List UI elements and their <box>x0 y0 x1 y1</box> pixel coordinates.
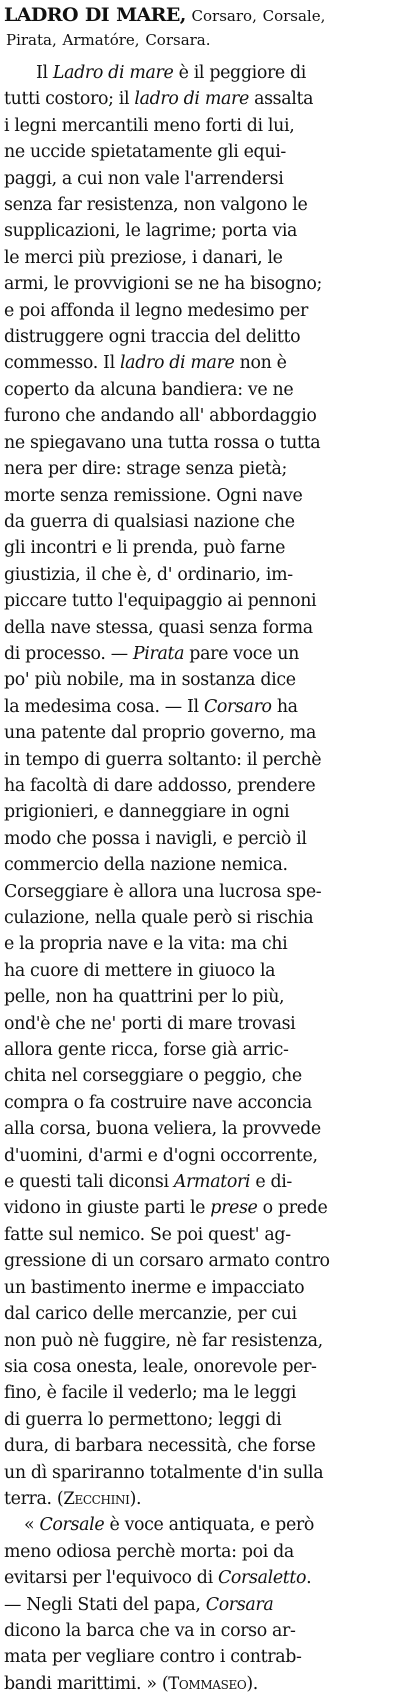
text-line: tutti costoro; il ladro di mare assalta <box>4 89 314 110</box>
text-line: sia cosa onesta, leale, onorevole per- <box>4 1356 317 1377</box>
text-line: pelle, non ha quattrini per lo più, <box>4 987 285 1008</box>
dictionary-page <box>4 3 406 1697</box>
entry-heading <box>4 3 406 52</box>
text-line: morte senza remissione. Ogni nave <box>4 485 303 506</box>
text-line: fino, è facile il vederlo; ma le leggi <box>4 1383 297 1404</box>
text-line: ha cuore di mettere in giuoco la <box>4 960 276 981</box>
text-line: una patente dal proprio governo, ma <box>4 723 316 744</box>
text-line: chita nel corseggiare o peggio, che <box>4 1066 302 1087</box>
text-line: piccare tutto l'equipaggio ai pennoni <box>4 591 317 612</box>
text-line: bandi marittimi. » (Tommaseo). <box>4 1673 258 1694</box>
text-line: modo che possa i navigli, e perciò il <box>4 828 307 849</box>
text-line: commesso. Il ladro di mare non è <box>4 353 287 374</box>
text-line: senza far resistenza, non valgono le <box>4 195 308 216</box>
text-line: ha facoltà di dare addosso, prendere <box>4 775 316 796</box>
entry-paragraph-quote <box>4 1512 406 1697</box>
text-line: da guerra di qualsiasi nazione che <box>4 511 295 532</box>
text-line: mata per vegliare contro i contrab- <box>4 1647 302 1668</box>
text-line: e questi tali diconsi Armatori e di- <box>4 1172 292 1193</box>
text-line: po' più nobile, ma in sostanza dice <box>4 670 296 691</box>
text-line: un dì spariranno totalmente d'in sulla <box>4 1462 324 1483</box>
heading-synonyms-1: Corsaro, Corsale, <box>185 7 326 25</box>
text-line: coperto da alcuna bandiera: ve ne <box>4 379 294 400</box>
text-line: supplicazioni, le lagrime; porta via <box>4 221 298 242</box>
text-line: ne uccide spietatamente gli equi- <box>4 142 286 163</box>
text-line: ond'è che ne' porti di mare trovasi <box>4 1013 296 1034</box>
text-line: evitarsi per l'equivoco di Corsaletto. <box>4 1568 312 1589</box>
text-line: in tempo di guerra soltanto: il perchè <box>4 749 322 770</box>
text-line: compra o fa costruire nave acconcia <box>4 1092 312 1113</box>
text-line: e poi affonda il legno medesimo per <box>4 300 308 321</box>
text-line: « Corsale è voce antiquata, e però <box>24 1515 314 1536</box>
text-line: d'uomini, d'armi e d'ogni occorrente, <box>4 1145 318 1166</box>
text-line: alla corsa, buona veliera, la provvede <box>4 1119 321 1140</box>
heading-synonyms-2: Pirata, Armatóre, Corsara. <box>6 31 211 49</box>
text-line: dura, di barbara necessità, che forse <box>4 1436 316 1457</box>
text-line: meno odiosa perchè morta: poi da <box>4 1541 294 1562</box>
text-line: distruggere ogni traccia del delitto <box>4 327 301 348</box>
text-line: Il Ladro di mare è il peggiore di <box>36 63 307 83</box>
text-line: culazione, nella quale però si rischia <box>4 908 314 928</box>
heading-line-1 <box>4 4 325 26</box>
text-line: dal carico delle mercanzie, per cui <box>4 1304 297 1325</box>
text-line: fatte sul nemico. Se poi quest' ag- <box>4 1224 291 1245</box>
text-line: dicono la barca che va in corso ar- <box>4 1620 296 1641</box>
text-line: ne spiegavano una tutta rossa o tutta <box>4 432 321 453</box>
text-line: i legni mercantili meno forti di lui, <box>4 115 295 136</box>
text-line: gli incontri e li prenda, può farne <box>4 538 286 559</box>
text-line: un bastimento inerme e impacciato <box>4 1277 305 1298</box>
text-line: commercio della nazione nemica. <box>4 855 288 876</box>
text-line: di guerra lo permettono; leggi di <box>4 1409 282 1430</box>
text-line: — Negli Stati del papa, Corsara <box>4 1594 274 1615</box>
text-line: terra. (Zecchini). <box>4 1488 142 1509</box>
text-line: e la propria nave e la vita: ma chi <box>4 934 288 955</box>
text-line: gressione di un corsaro armato contro <box>4 1251 330 1272</box>
text-line: della nave stessa, quasi senza forma <box>4 617 313 638</box>
text-line: furono che andando all' abbordaggio <box>4 406 317 427</box>
author-citation: Zecchini <box>63 1488 130 1508</box>
text-line: di processo. — Pirata pare voce un <box>4 643 299 664</box>
text-line: le merci più preziose, i danari, le <box>4 247 283 268</box>
text-line: nera per dire: strage senza pietà; <box>4 459 287 480</box>
headword: LADRO DI MARE, <box>4 4 186 26</box>
text-line: giustizia, il che è, d' ordinario, im- <box>4 564 293 585</box>
text-line: vidono in giuste parti le prese o prede <box>4 1198 328 1219</box>
text-line: la medesima cosa. — Il Corsaro ha <box>4 696 298 717</box>
text-line: allora gente ricca, forse già arric- <box>4 1040 289 1061</box>
text-line: paggi, a cui non vale l'arrendersi <box>4 168 284 189</box>
text-line: Corseggiare è allora una lucrosa spe- <box>4 881 322 902</box>
text-line: armi, le provvigioni se ne ha bisogno; <box>4 274 323 295</box>
text-line: non può nè fuggire, nè far resistenza, <box>4 1330 323 1351</box>
entry-paragraph-main <box>4 60 406 1512</box>
text-line: prigionieri, e danneggiare in ogni <box>4 802 290 823</box>
author-citation: Tommaseo <box>168 1673 247 1693</box>
